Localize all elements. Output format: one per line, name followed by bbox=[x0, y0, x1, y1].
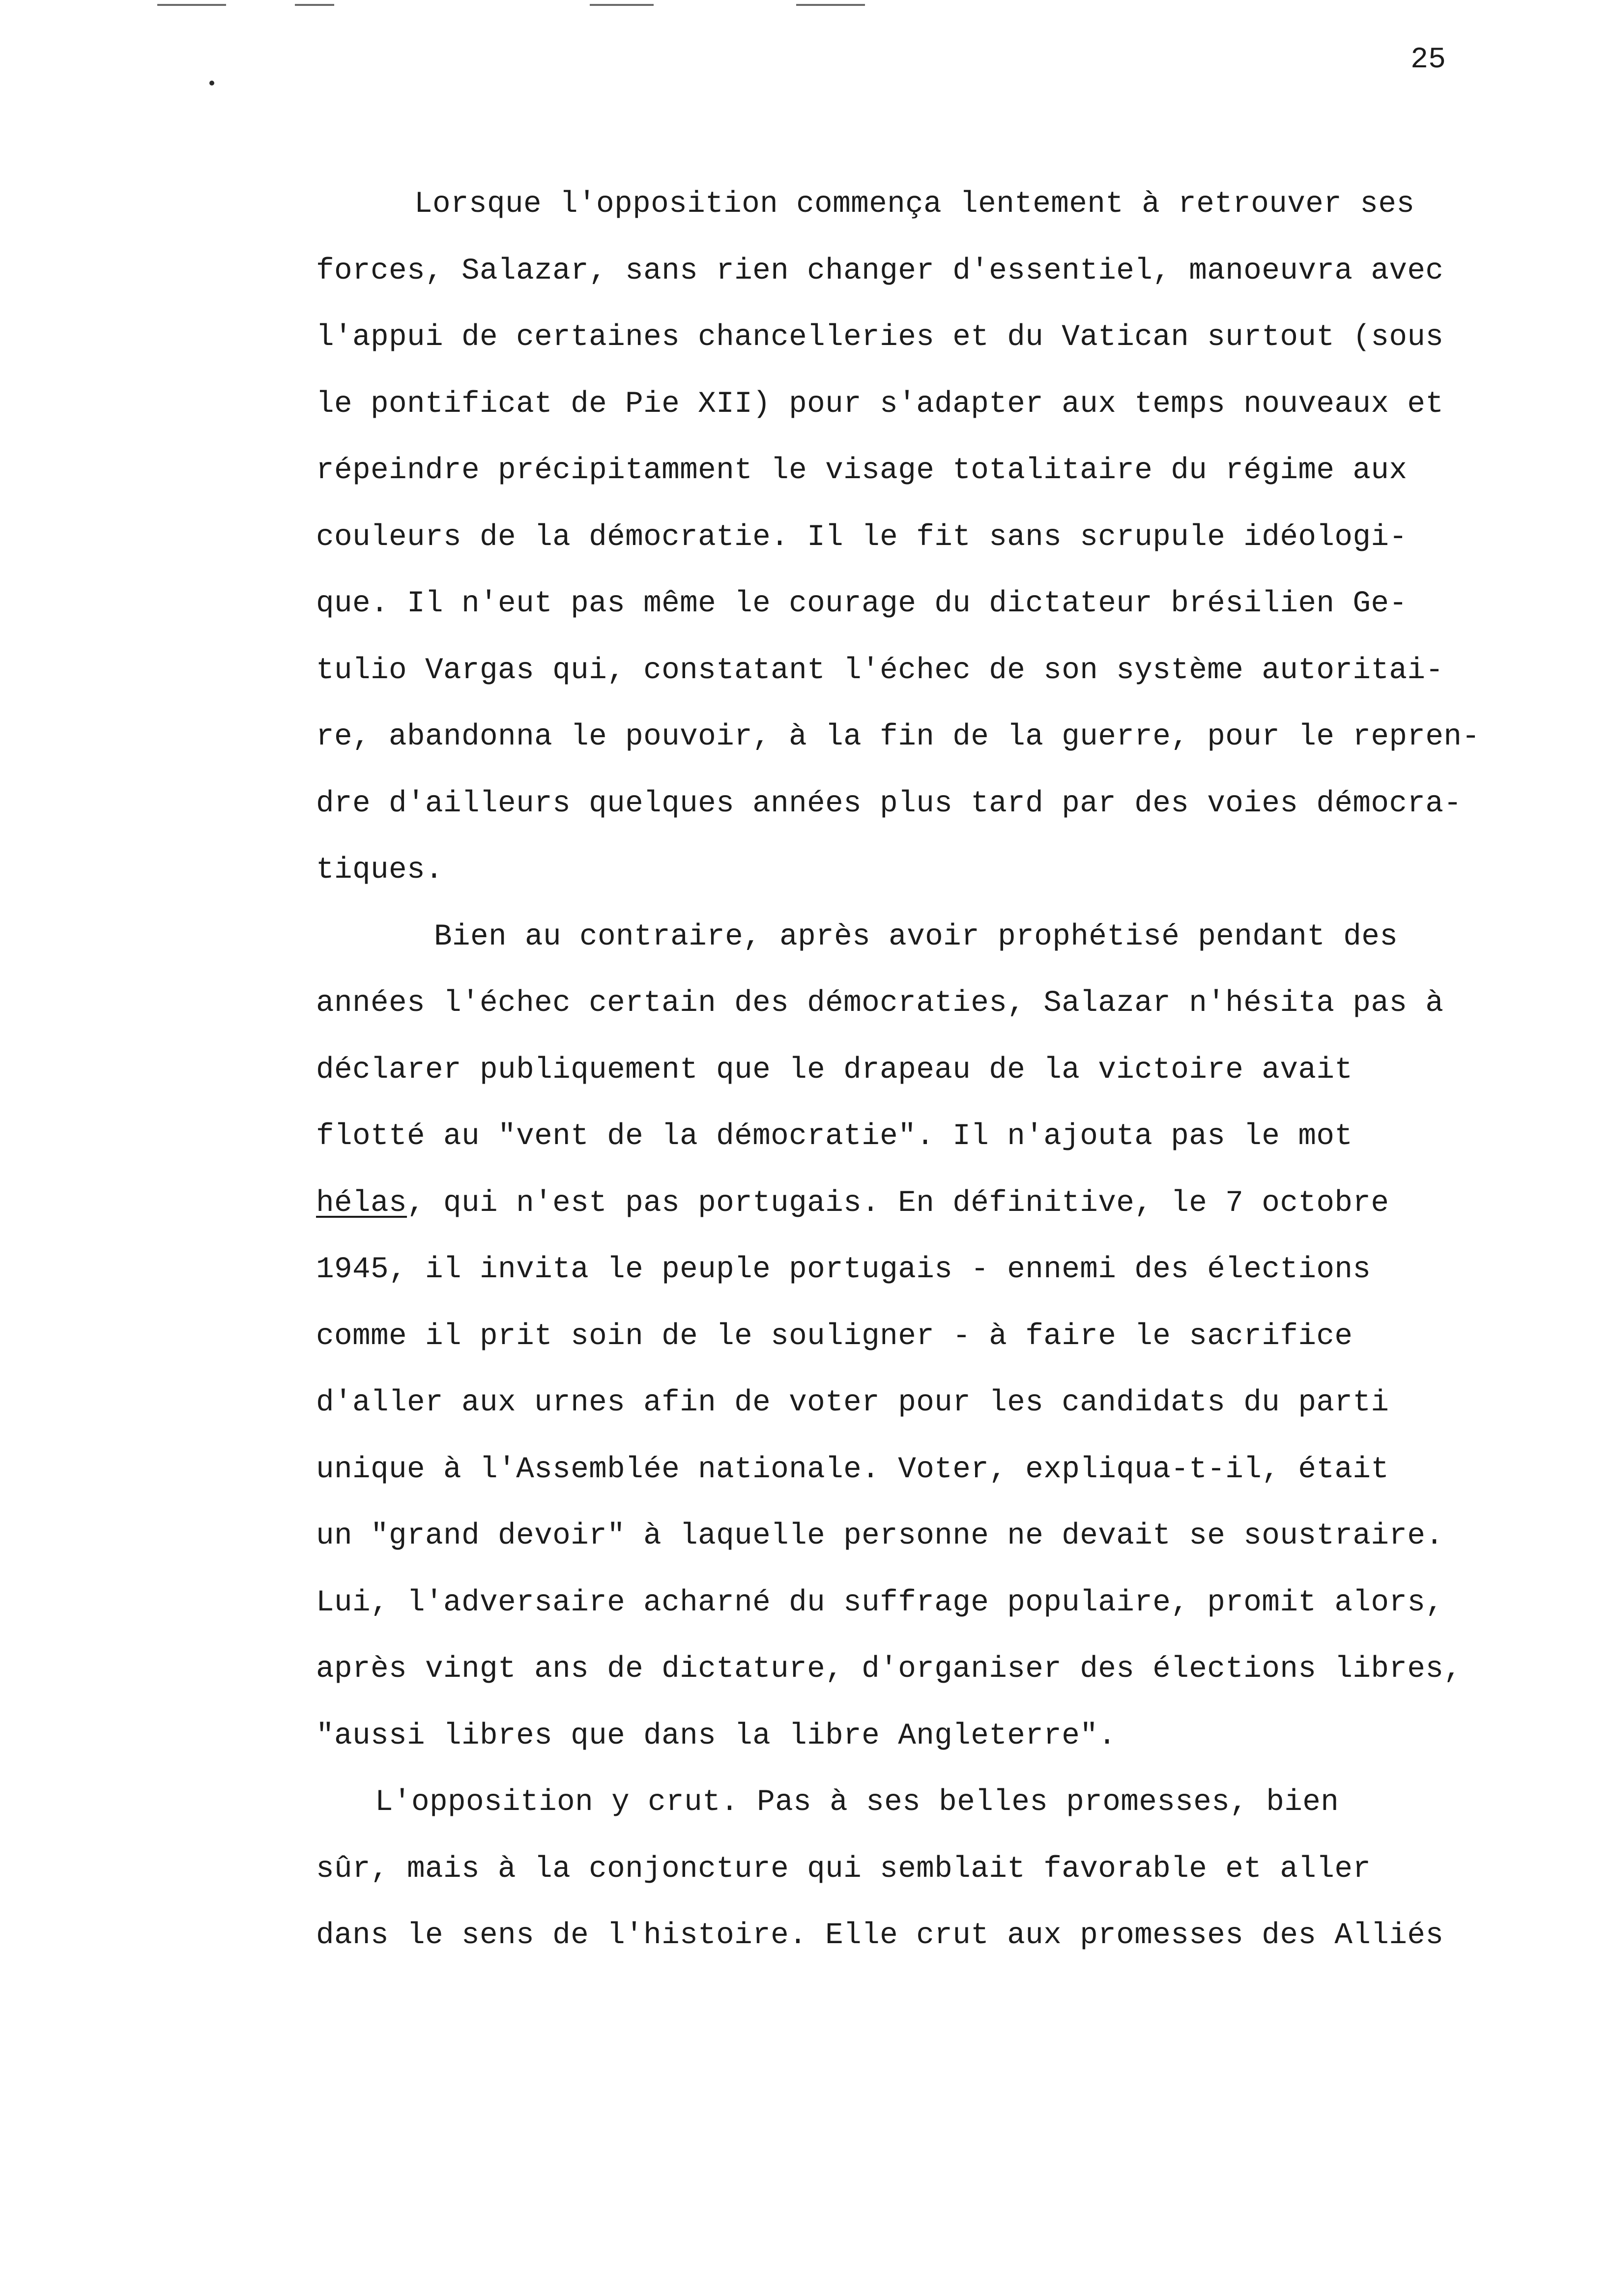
body-text bbox=[316, 171, 1612, 1969]
paragraph-1 bbox=[316, 171, 1612, 904]
text-line: déclarer publiquement que le drapeau de la victoire avait bbox=[316, 1053, 1353, 1087]
text-line: flotté au "vent de la démocratie". Il n'ajouta pas le mot bbox=[316, 1119, 1353, 1153]
margin-mark bbox=[209, 81, 214, 86]
text-line: sûr, mais à la conjoncture qui semblait favorable et aller bbox=[316, 1852, 1371, 1886]
underlined-word: hélas bbox=[316, 1186, 407, 1220]
text-line: d'aller aux urnes afin de voter pour les candidats du parti bbox=[316, 1386, 1389, 1420]
text-line: Bien au contraire, après avoir prophétisé pendant des bbox=[434, 919, 1398, 954]
text-line: un "grand devoir" à laquelle personne ne devait se soustraire. bbox=[316, 1519, 1444, 1553]
top-edge-rule bbox=[796, 4, 865, 6]
top-edge-rule bbox=[157, 4, 226, 6]
top-edge-rule bbox=[590, 4, 654, 6]
page-number: 25 bbox=[1410, 43, 1446, 77]
text-line: que. Il n'eut pas même le courage du dictateur brésilien Ge- bbox=[316, 587, 1408, 621]
paragraph-3 bbox=[316, 1769, 1612, 1969]
text-line: L'opposition y crut. Pas à ses belles promesses, bien bbox=[375, 1785, 1339, 1819]
text-line: dans le sens de l'histoire. Elle crut aux promesses des Alliés bbox=[316, 1919, 1444, 1952]
text-line: unique à l'Assemblée nationale. Voter, expliqua-t-il, était bbox=[316, 1452, 1389, 1487]
text-line: re, abandonna le pouvoir, à la fin de la guerre, pour le repren- bbox=[316, 720, 1480, 754]
text-line: le pontificat de Pie XII) pour s'adapter aux temps nouveaux et bbox=[316, 387, 1444, 421]
text-line-rest: , qui n'est pas portugais. En définitive, le 7 octobre bbox=[407, 1186, 1389, 1220]
text-line: répeindre précipitamment le visage totalitaire du régime aux bbox=[316, 454, 1408, 488]
text-line: comme il prit soin de le souligner - à faire le sacrifice bbox=[316, 1319, 1353, 1353]
top-edge-rule bbox=[295, 4, 334, 6]
text-line: après vingt ans de dictature, d'organiser des élections libres, bbox=[316, 1652, 1462, 1686]
text-line: 1945, il invita le peuple portugais - ennemi des élections bbox=[316, 1253, 1371, 1287]
text-line: tulio Vargas qui, constatant l'échec de son système autoritai- bbox=[316, 653, 1444, 688]
text-line: l'appui de certaines chancelleries et du Vatican surtout (sous bbox=[316, 320, 1444, 354]
text-line: forces, Salazar, sans rien changer d'essentiel, manoeuvra avec bbox=[316, 254, 1444, 288]
text-line: couleurs de la démocratie. Il le fit sans scrupule idéologi- bbox=[316, 520, 1408, 554]
text-line: Lorsque l'opposition commença lentement à retrouver ses bbox=[414, 187, 1415, 221]
paragraph-2 bbox=[316, 904, 1612, 1770]
text-line: Lui, l'adversaire acharné du suffrage populaire, promit alors, bbox=[316, 1585, 1444, 1620]
text-line: dre d'ailleurs quelques années plus tard par des voies démocra- bbox=[316, 786, 1462, 821]
text-line: "aussi libres que dans la libre Angleterre". bbox=[316, 1719, 1117, 1753]
text-line: années l'échec certain des démocraties, Salazar n'hésita pas à bbox=[316, 986, 1444, 1020]
text-line: tiques. bbox=[316, 853, 444, 887]
text-line bbox=[316, 1170, 1612, 1237]
